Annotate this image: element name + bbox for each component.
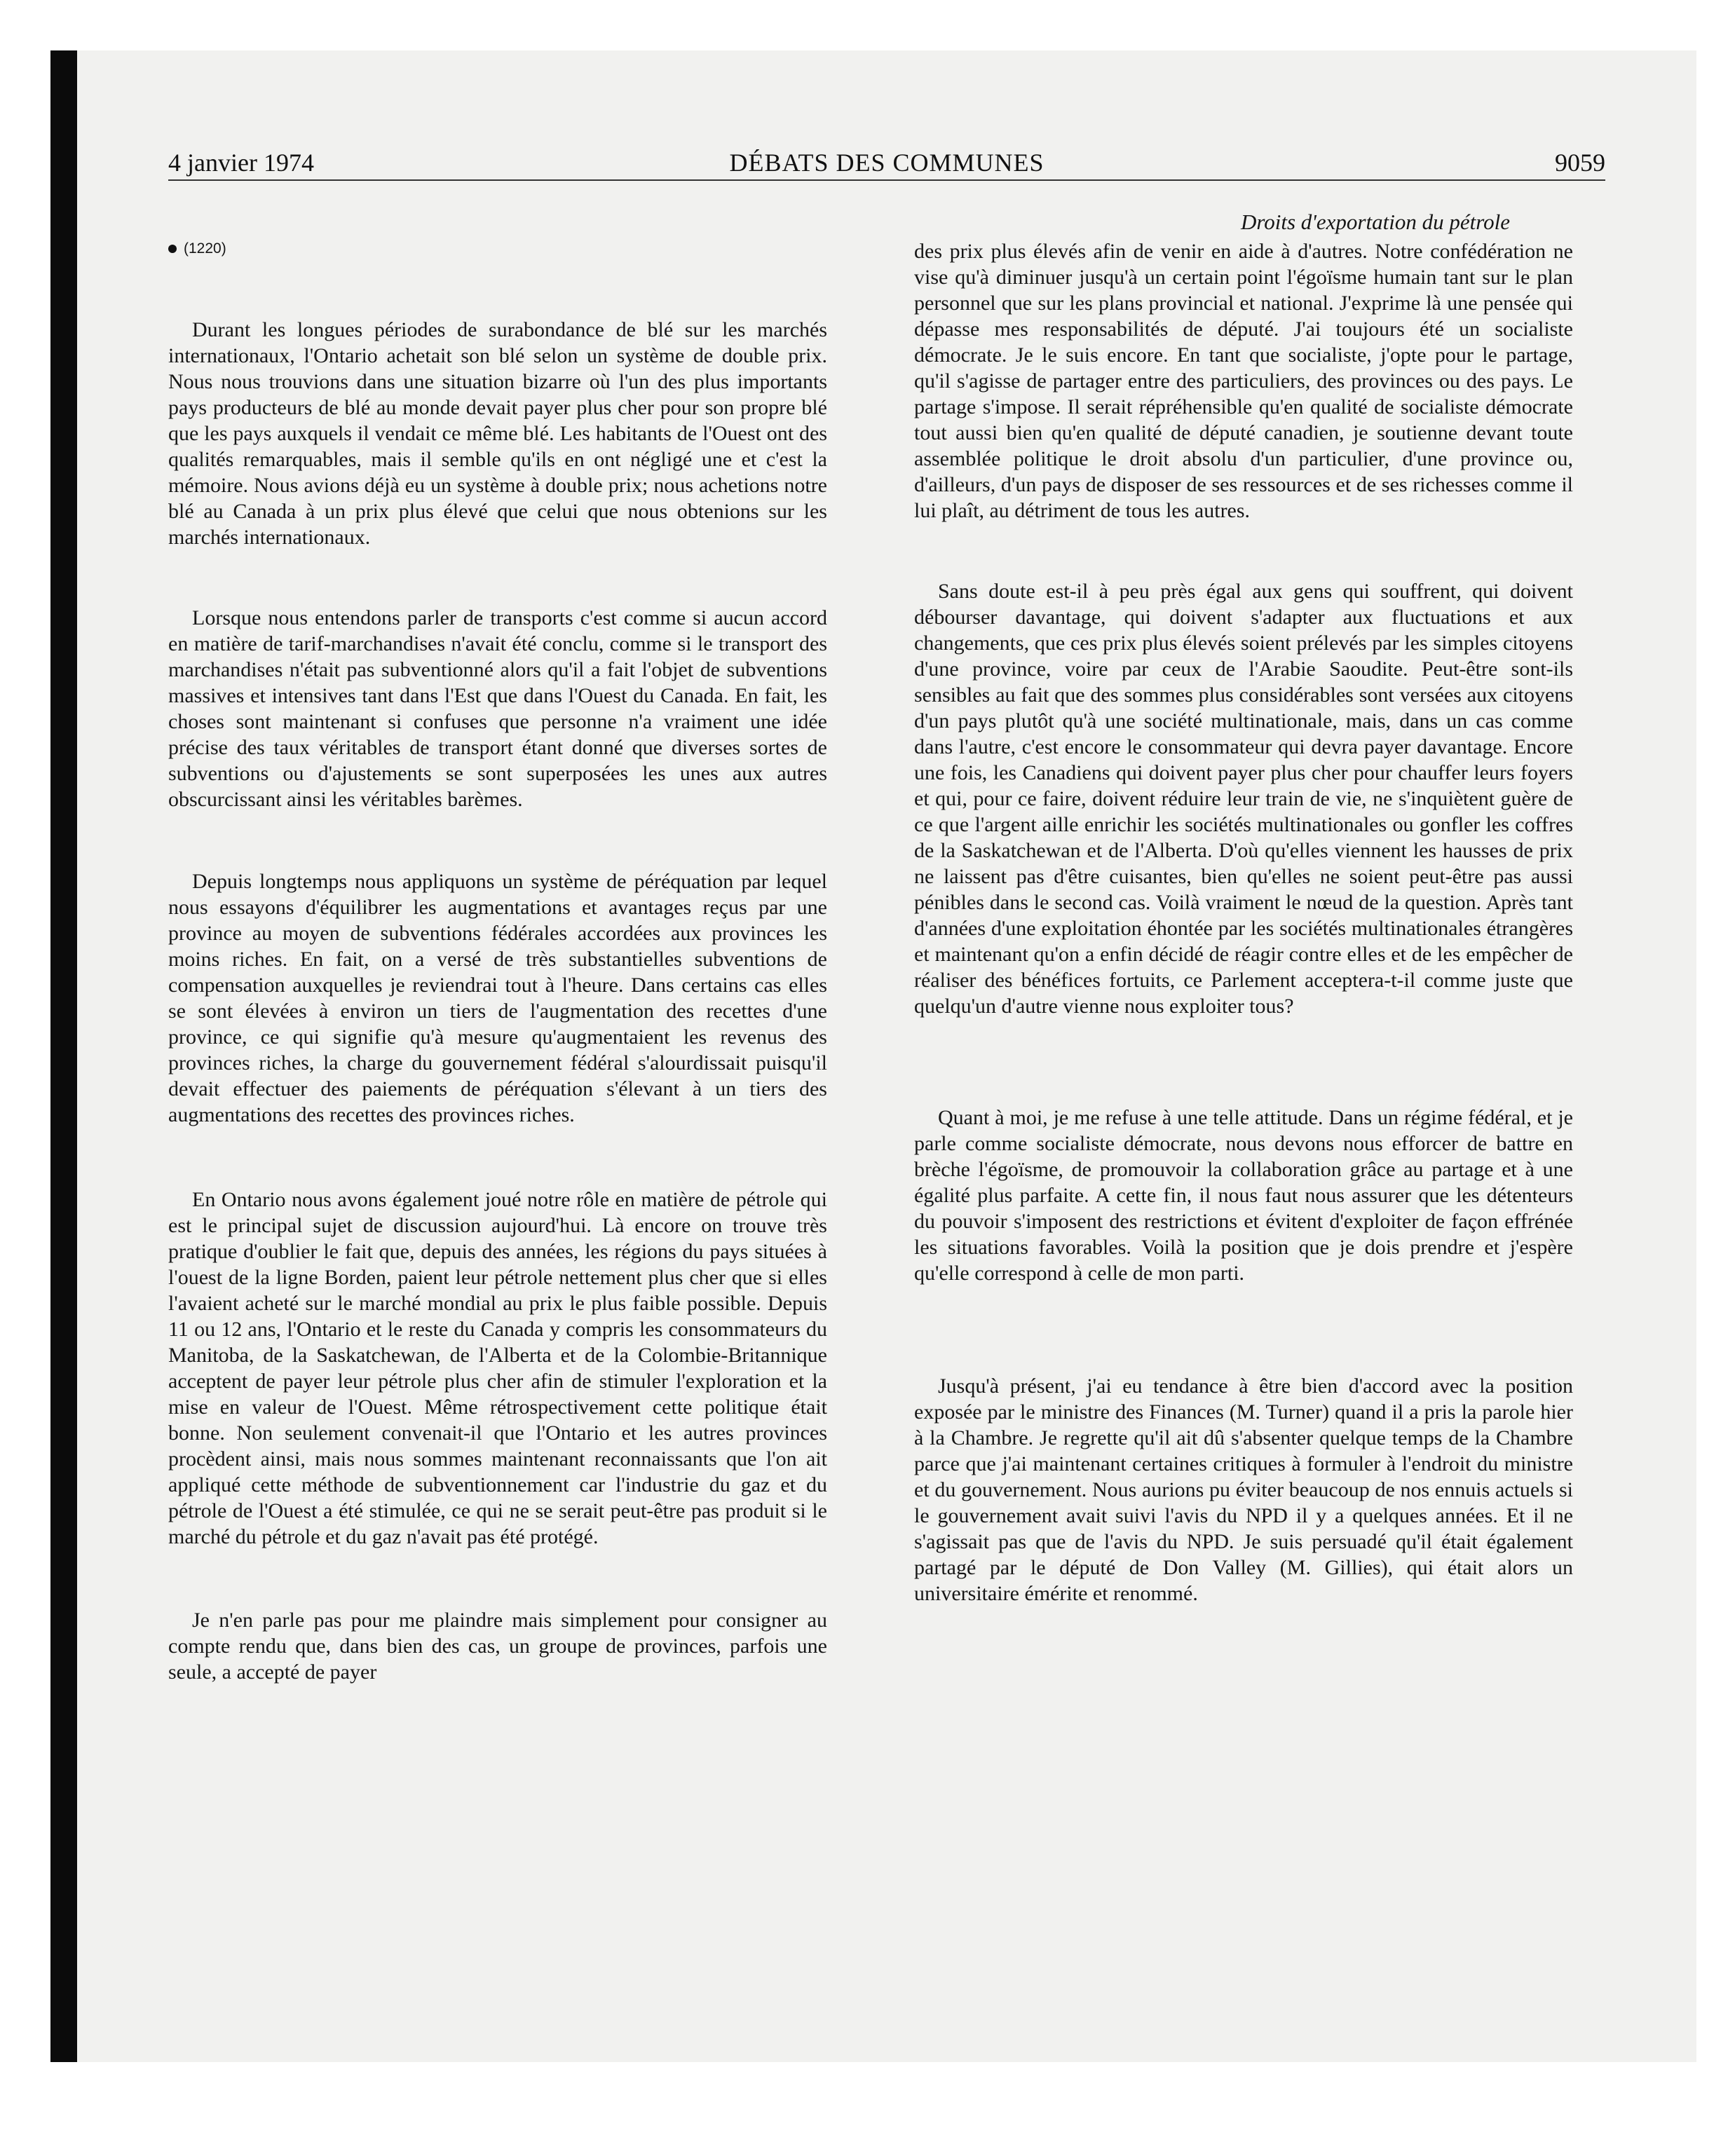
header-title: DÉBATS DES COMMUNES <box>729 149 1045 177</box>
scan-border <box>50 50 77 2062</box>
left-column <box>168 238 827 1685</box>
paragraph: Jusqu'à présent, j'ai eu tendance à être bien d'accord avec la position exposée par le ministre des Finances (M. Turner) quand il a pris la parole hier à la Chambre. Je regrette qu'il ait dû s'absenter quelque temps de la Chambre parce que j'ai maintenant certaines critiques à formuler à l'endroit du ministre et du gouvernement. Nous aurions pu éviter beaucoup de nos ennuis actuels si le gouvernement avait suivi l'avis du NPD il y a quelques années. Et il ne s'agissait pas que de l'avis du NPD. Je suis persuadé qu'il était également partagé par le député de Don Valley (M. Gillies), qui était alors un universitaire émérite et renommé. <box>914 1374 1573 1605</box>
paragraph: En Ontario nous avons également joué notre rôle en matière de pétrole qui est le principal sujet de discussion aujourd'hui. Là encore on trouve très pratique d'oublier le fait que, depuis des années, les régions du pays situées à l'ouest de la ligne Borden, paient leur pétrole nettement plus cher que si elles l'avaient acheté sur le marché mondial au prix le plus faible possible. Depuis 11 ou 12 ans, l'Ontario et le reste du Canada y compris les consommateurs du Manitoba, de la Saskatchewan, de l'Alberta et de la Colombie-Britannique acceptent de payer leur pétrole plus cher afin de stimuler l'exploration et la mise en valeur de l'Ouest. Même rétrospectivement cette politique était bonne. Non seulement convenait-il que l'Ontario et les autres provinces procèdent ainsi, mais nous sommes maintenant reconnaissants que l'on ait appliqué cette méthode de subventionnement car l'industrie du gaz et du pétrole de l'Ouest a été stimulée, ce qui ne se serait peut-être pas produit si le marché du pétrole et du gaz n'avait pas été protégé. <box>168 1188 827 1548</box>
paragraph: Sans doute est-il à peu près égal aux gens qui souffrent, qui doivent débourser davantage, qui doivent s'adapter aux fluctuations et aux changements, que ces prix plus élevés soient prélevés par les simples citoyens d'une province, voire par ceux de l'Arabie Saoudite. Peut-être sont-ils sensibles au fait que des sommes plus considérables sont versées aux citoyens d'un pays plutôt qu'à une société multinationale, mais, dans un cas comme dans l'autre, c'est encore le consommateur qui devra payer davantage. Encore une fois, les Canadiens qui doivent payer plus cher pour chauffer leurs foyers et qui, pour ce faire, doivent réduire leur train de vie, ne s'inquiètent guère de ce que l'argent aille enrichir les sociétés multinationales ou gonfler les coffres de la Saskatchewan et de l'Alberta. D'où qu'elles viennent les hausses de prix ne laissent pas d'être cuisantes, bien qu'elles ne soient peut-être pas aussi pénibles dans le second cas. Voilà vraiment le nœud de la question. Après tant d'années d'une exploitation éhontée par les sociétés multinationales étrangères et maintenant qu'on a enfin décidé de réagir contre elles et de les empêcher de réaliser des bénéfices fortuits, ce Parlement acceptera-t-il comme juste que quelqu'un d'autre vienne nous exploiter tous? <box>914 580 1573 1018</box>
bullet-icon <box>168 245 177 253</box>
paragraph: Lorsque nous entendons parler de transports c'est comme si aucun accord en matière de tarif-marchandises n'avait été conclu, comme si le transport des marchandises n'était pas subventionné alors qu'il a fait l'objet de subventions massives et intensives tant dans l'Est que dans l'Ouest du Canada. En fait, les choses sont maintenant si confuses que personne n'a vraiment une idée précise des taux véritables de transport étant donné que diverses sortes de subventions ou d'ajustements se sont superposées les unes aux autres obscurcissant ainsi les véritables barèmes. <box>168 606 827 811</box>
paragraph: Durant les longues périodes de surabondance de blé sur les marchés internationaux, l'Ontario achetait son blé selon un système de double prix. Nous nous trouvions dans une situation bizarre où l'un des plus importants pays producteurs de blé au monde devait payer plus cher pour son propre blé que les pays auxquels il vendait ce même blé. Les habitants de l'Ouest ont des qualités remarquables, mais il semble qu'ils en ont négligé une et c'est la mémoire. Nous avions déjà eu un système à double prix; nous achetions notre blé au Canada à un prix plus élevé que celui que nous obtenions sur les marchés internationaux. <box>168 318 827 549</box>
paragraph: des prix plus élevés afin de venir en aide à d'autres. Notre confédération ne vise qu'à diminuer jusqu'à un certain point l'égoïsme humain tant sur le plan personnel que sur les plans provincial et national. J'exprime là une pensée qui dépasse mes responsabilités de député. J'ai toujours été un socialiste démocrate. Je le suis encore. En tant que socialiste, j'opte pour le partage, qu'il s'agisse de partager entre des particuliers, des provinces ou des pays. Le partage s'impose. Il serait répréhensible qu'en qualité de socialiste démocrate tout aussi bien qu'en qualité de député canadien, je soutienne devant toute assemblée politique le droit absolu d'un particulier, d'une province ou, d'ailleurs, d'un pays de disposer de ses ressources et de ses richesses comme il lui plaît, au détriment de tous les autres. <box>914 240 1573 522</box>
paragraph: Je n'en parle pas pour me plaindre mais simplement pour consigner au compte rendu que, dans bien des cas, un groupe de provinces, parfois une seule, a accepté de payer <box>168 1609 827 1684</box>
page-header <box>168 149 1605 181</box>
timestamp <box>168 238 827 259</box>
paragraph: Quant à moi, je me refuse à une telle attitude. Dans un régime fédéral, et je parle comme socialiste démocrate, nous devons nous efforcer de battre en brèche l'égoïsme, de promouvoir la collaboration grâce au partage et à une égalité plus parfaite. A cette fin, il nous faut nous assurer que les détenteurs du pouvoir s'imposent des restrictions et évitent d'exploiter de façon effrénée les situations favorables. Voilà la position que je dois prendre et j'espère qu'elle correspond à celle de mon parti. <box>914 1106 1573 1285</box>
section-subheading: Droits d'exportation du pétrole <box>1240 210 1510 234</box>
timestamp-text: (1220) <box>184 240 226 257</box>
header-date: 4 janvier 1974 <box>168 149 314 177</box>
paragraph: Depuis longtemps nous appliquons un système de péréquation par lequel nous essayons d'équilibrer les augmentations et avantages reçus par une province au moyen de subventions fédérales accordées aux provinces les moins riches. En fait, on a versé de très substantielles subventions de compensation auxquelles je reviendrai tout à l'heure. Dans certains cas elles se sont élevées à environ un tiers de l'augmentation des recettes d'une province, ce qui signifie qu'à mesure qu'augmentaient les revenus des provinces riches, la charge du gouvernement fédéral s'alourdissait puisqu'il devait effectuer des paiements de péréquation s'élevant à un tiers des augmentations des recettes des provinces riches. <box>168 870 827 1126</box>
page-number: 9059 <box>1555 149 1605 177</box>
right-column <box>914 209 1573 1606</box>
